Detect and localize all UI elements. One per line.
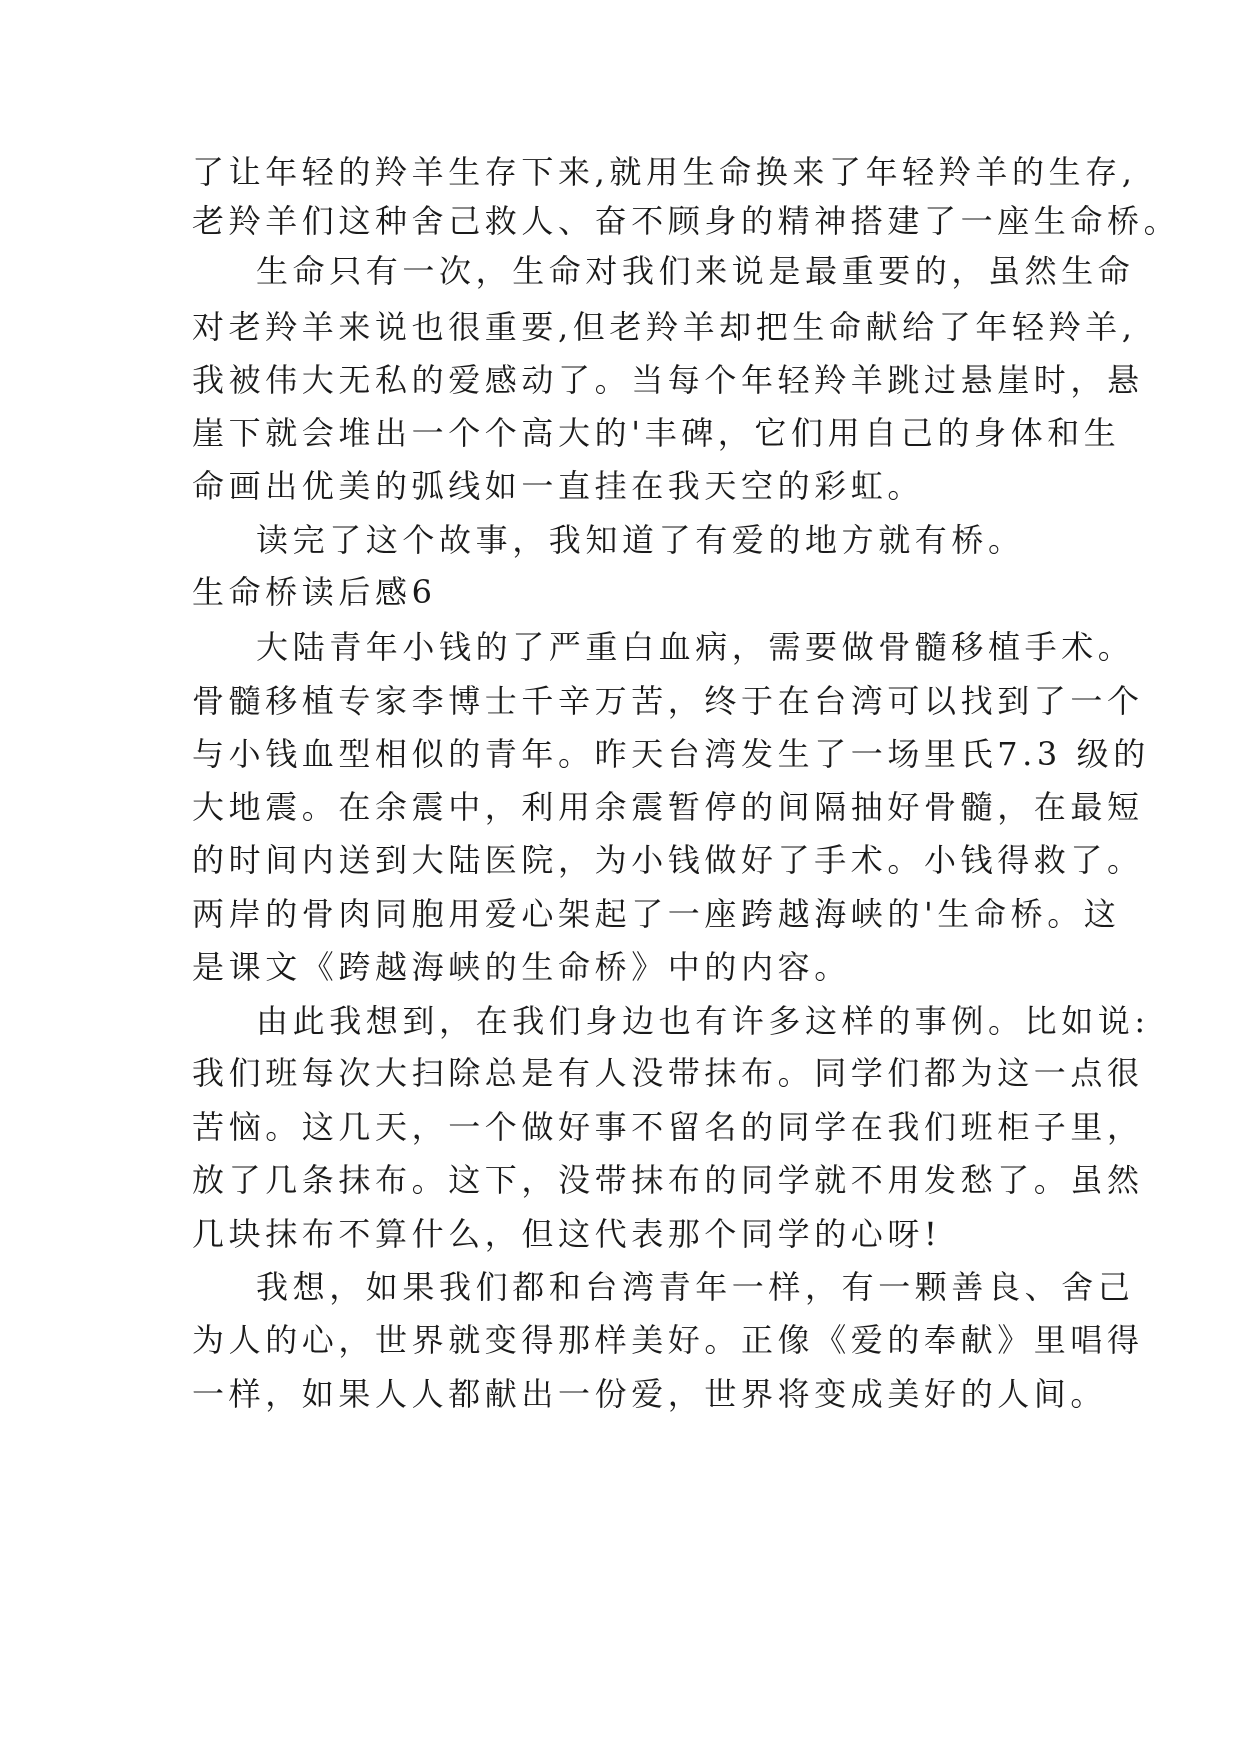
text-line: 了让年轻的羚羊生存下来,就用生命换来了年轻羚羊的生存, — [192, 153, 1137, 191]
text-line: 与小钱血型相似的青年。昨天台湾发生了一场里氏7.3 级的 — [192, 735, 1150, 773]
text-line: 我被伟大无私的爱感动了。当每个年轻羚羊跳过悬崖时，悬 — [192, 361, 1144, 399]
text-line: 对老羚羊来说也很重要,但老羚羊却把生命献给了年轻羚羊, — [192, 308, 1137, 346]
text-line: 是课文《跨越海峡的生命桥》中的内容。 — [192, 948, 851, 986]
text-line: 苦恼。这几天，一个做好事不留名的同学在我们班柜子里， — [192, 1108, 1144, 1146]
text-line: 骨髓移植专家李博士千辛万苦，终于在台湾可以找到了一个 — [192, 682, 1144, 720]
paragraph-first-line: 读完了这个故事，我知道了有爱的地方就有桥。 — [256, 521, 1025, 559]
paragraph-first-line: 生命只有一次，生命对我们来说是最重要的，虽然生命 — [256, 252, 1135, 290]
text-line: 为人的心，世界就变得那样美好。正像《爱的奉献》里唱得 — [192, 1321, 1144, 1359]
text-line: 大地震。在余震中，利用余震暂停的间隔抽好骨髓，在最短 — [192, 788, 1144, 826]
text-line: 放了几条抹布。这下，没带抹布的同学就不用发愁了。虽然 — [192, 1161, 1144, 1199]
paragraph-first-line: 我想，如果我们都和台湾青年一样，有一颗善良、舍己 — [256, 1268, 1135, 1306]
section-heading: 生命桥读后感6 — [192, 573, 437, 611]
text-line: 的时间内送到大陆医院，为小钱做好了手术。小钱得救了。 — [192, 841, 1144, 879]
text-line: 一样，如果人人都献出一份爱，世界将变成美好的人间。 — [192, 1375, 1108, 1413]
text-line: 我们班每次大扫除总是有人没带抹布。同学们都为这一点很 — [192, 1054, 1144, 1092]
paragraph-first-line: 大陆青年小钱的了严重白血病，需要做骨髓移植手术。 — [256, 628, 1135, 666]
text-line: 两岸的骨肉同胞用爱心架起了一座跨越海峡的'生命桥。这 — [192, 895, 1121, 933]
text-line: 命画出优美的弧线如一直挂在我天空的彩虹。 — [192, 467, 925, 505]
paragraph-first-line: 由此我想到，在我们身边也有许多这样的事例。比如说: — [256, 1002, 1150, 1040]
text-line: 老羚羊们这种舍己救人、奋不顾身的精神搭建了一座生命桥。 — [192, 202, 1181, 240]
text-line: 几块抹布不算什么，但这代表那个同学的心呀! — [192, 1215, 942, 1253]
text-line: 崖下就会堆出一个个高大的'丰碑，它们用自己的身体和生 — [192, 414, 1121, 452]
